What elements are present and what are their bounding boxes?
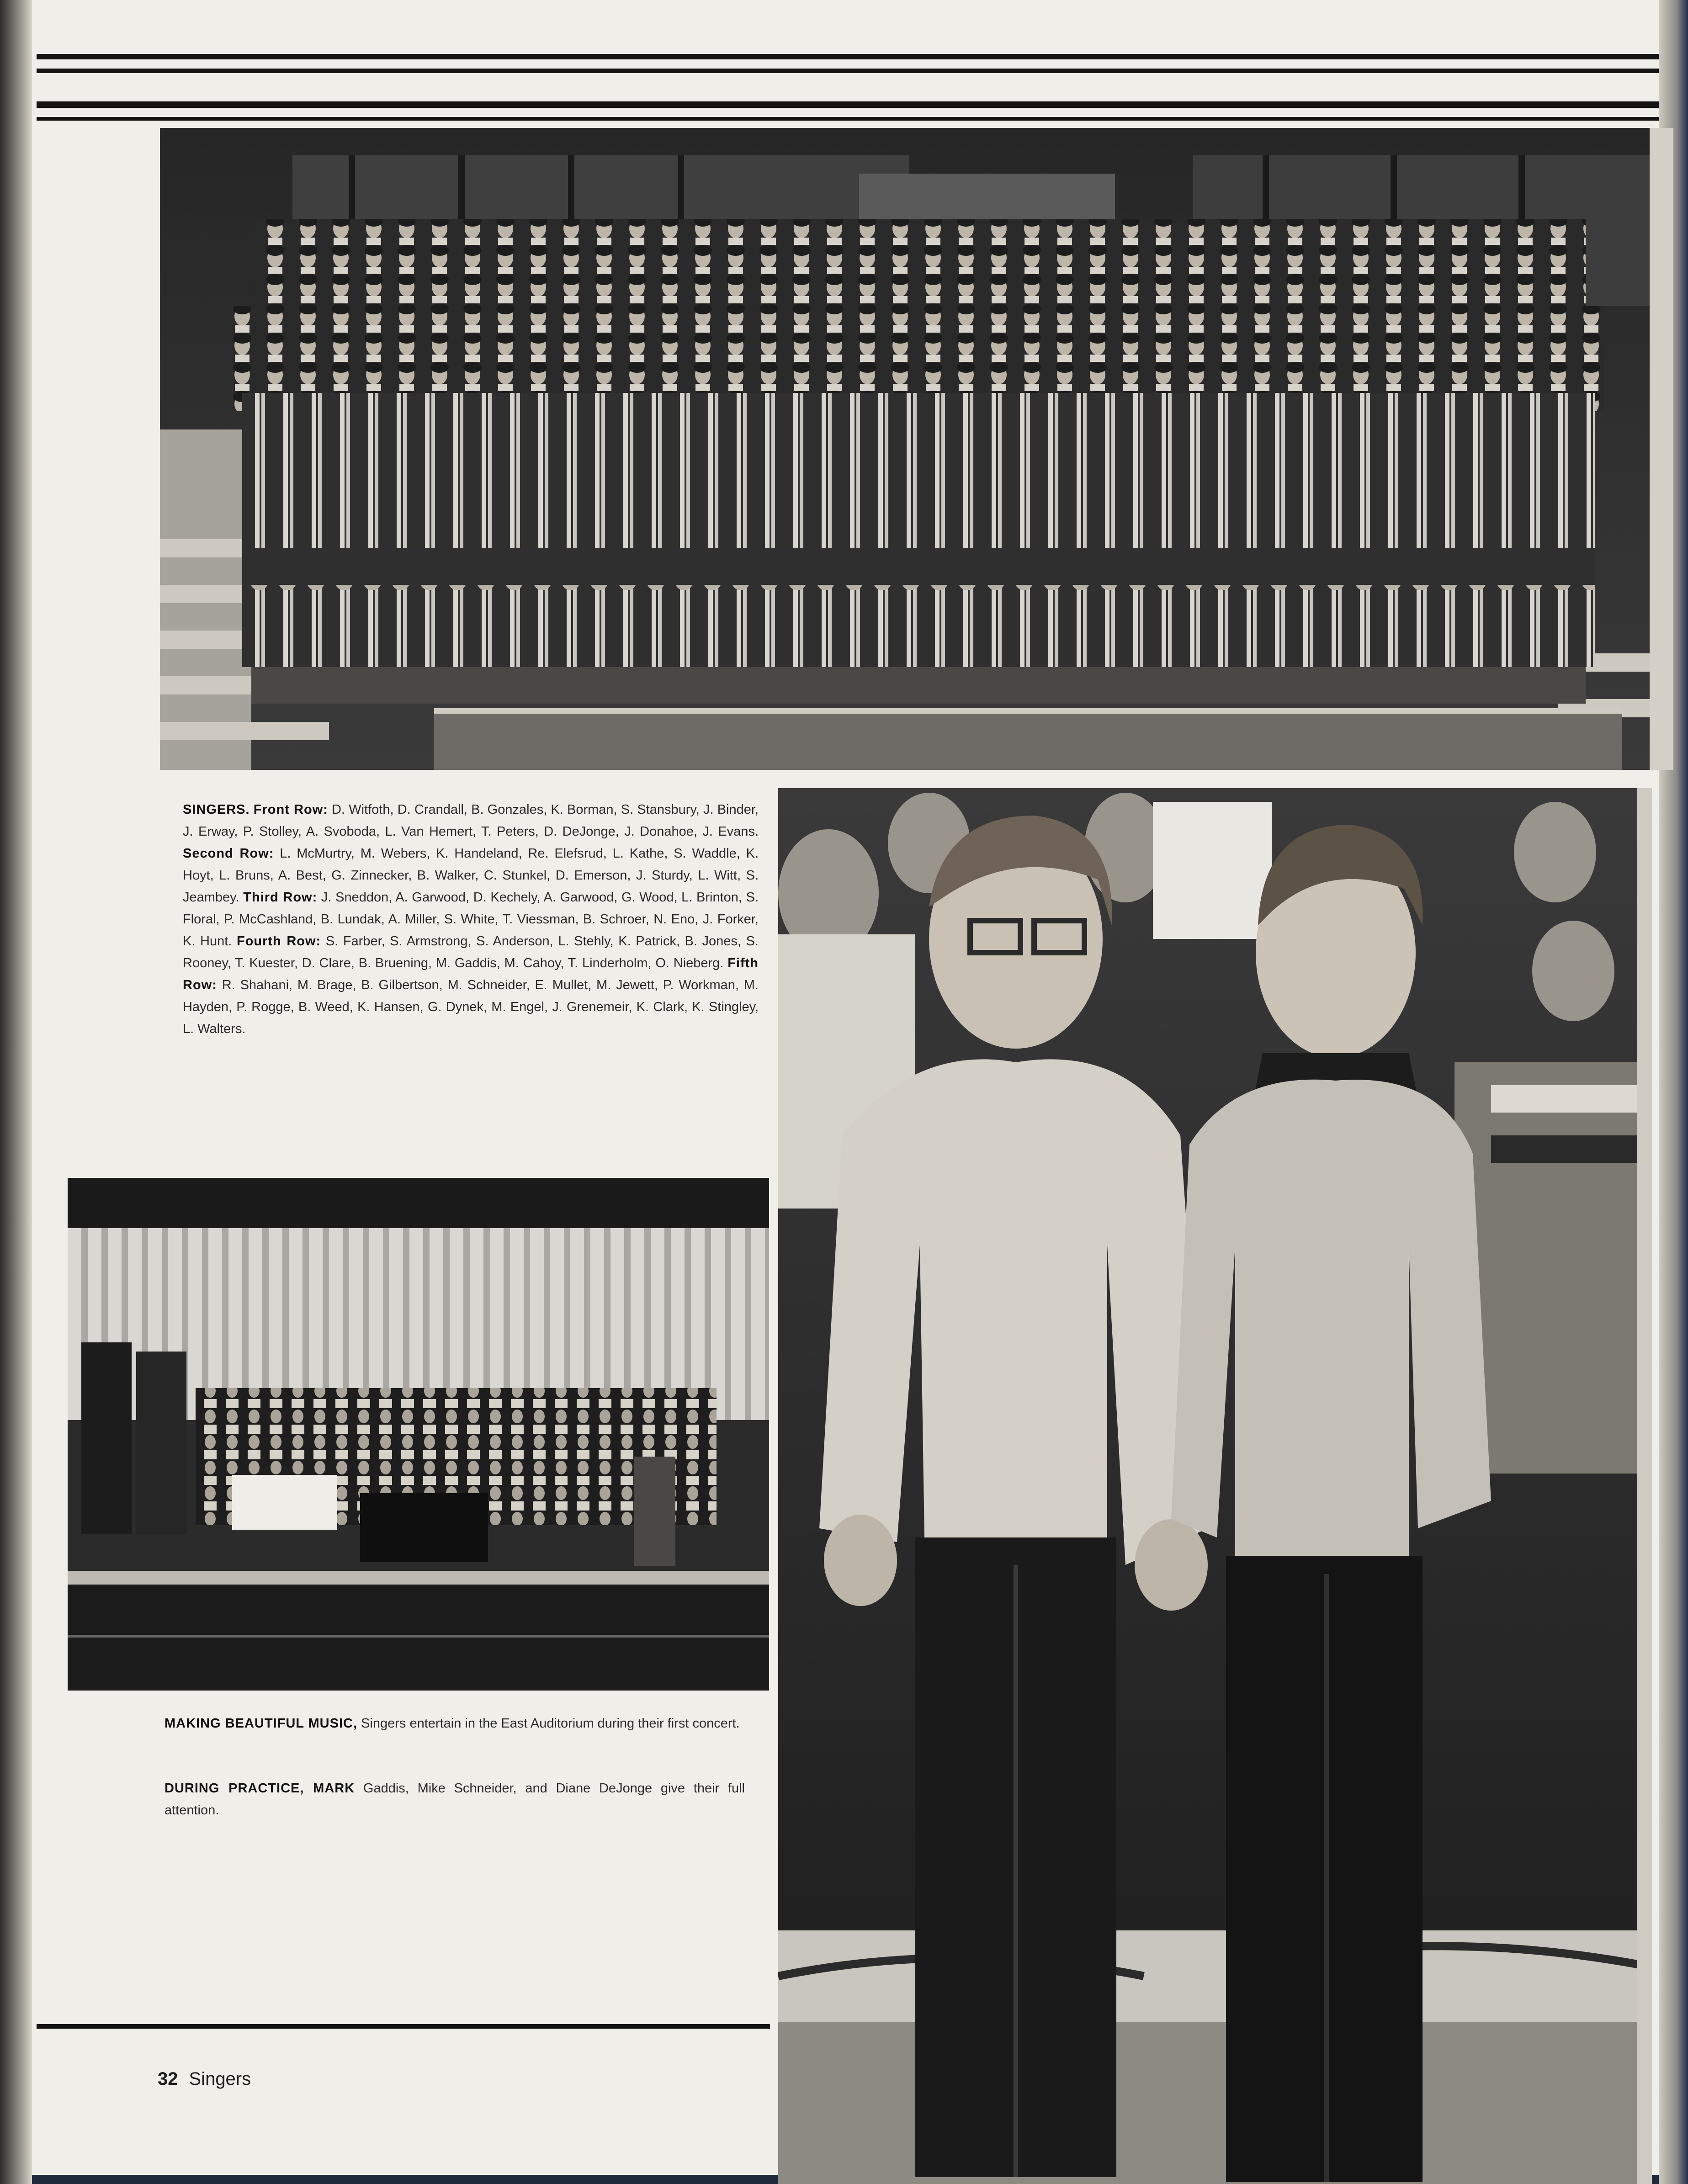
row-names-third: J. Sneddon, A. Garwood, D. Kechely, A. Garwood, G. Wood, L. Brinton, S. Floral, P. McCashland, B. Lundak, A. Miller, S. White, T. Viessman, B. Schroer, N. Eno, J. Forker, K. Hunt. [183, 890, 759, 949]
top-rule-1 [37, 54, 1659, 59]
top-rule-3 [37, 101, 1659, 108]
page-folio [158, 2069, 251, 2089]
concert-caption [165, 1712, 745, 1734]
section-name: Singers [189, 2069, 251, 2089]
bottom-rule [37, 2024, 770, 2029]
top-rule-4 [37, 117, 1659, 121]
book-spine [0, 0, 32, 2184]
row-label-second: Second Row: [183, 846, 274, 861]
row-names-fifth: R. Shahani, M. Brage, B. Gilbertson, M. Schneider, E. Mullet, M. Jewett, P. Workman, M. Hayden, P. Rogge, B. Weed, K. Hansen, G. Dynek, M. Engel, J. Grenemeir, K. Clark, K. Stingley, L. Walters. [183, 978, 759, 1036]
top-rule-2 [37, 69, 1659, 73]
row-label-fourth: Fourth Row: [236, 934, 321, 949]
row-names-front: D. Witfoth, D. Crandall, B. Gonzales, K. Borman, S. Stansbury, J. Binder, J. Erway, P. Stolley, A. Svoboda, L. Van Hemert, T. Peters, D. DeJonge, J. Donahoe, J. Evans. [183, 802, 759, 839]
row-label-front: Front Row: [253, 802, 328, 817]
page-number: 32 [158, 2069, 178, 2089]
row-label-fifth: Fifth Row: [183, 956, 759, 992]
practice-caption-text: Gaddis, Mike Schneider, and Diane DeJonge give their full attention. [165, 1781, 745, 1818]
concert-photo [68, 1178, 769, 1691]
concert-caption-lead: MAKING BEAUTIFUL MUSIC, [165, 1716, 358, 1731]
practice-photo [778, 788, 1652, 2184]
practice-caption-lead: DURING PRACTICE, MARK [165, 1781, 355, 1796]
caption-label: SINGERS. [183, 802, 250, 817]
singers-roster-caption [183, 799, 759, 1040]
group-photo [160, 128, 1673, 770]
row-label-third: Third Row: [243, 890, 318, 905]
practice-caption [165, 1777, 745, 1821]
concert-caption-text: Singers entertain in the East Auditorium during their first concert. [361, 1716, 740, 1731]
row-names-fourth: S. Farber, S. Armstrong, S. Anderson, L. Stehly, K. Patrick, B. Jones, S. Rooney, T. Kuester, D. Clare, B. Bruening, M. Gaddis, M. Cahoy, T. Linderholm, O. Nieberg. [183, 934, 759, 970]
row-names-second: L. McMurtry, M. Webers, K. Handeland, Re. Elefsrud, L. Kathe, S. Waddle, K. Hoyt, L. Bruns, A. Best, G. Zinnecker, B. Walker, C. Stunkel, D. Emerson, J. Sturdy, L. Witt, S. Jeambey. [183, 846, 759, 905]
